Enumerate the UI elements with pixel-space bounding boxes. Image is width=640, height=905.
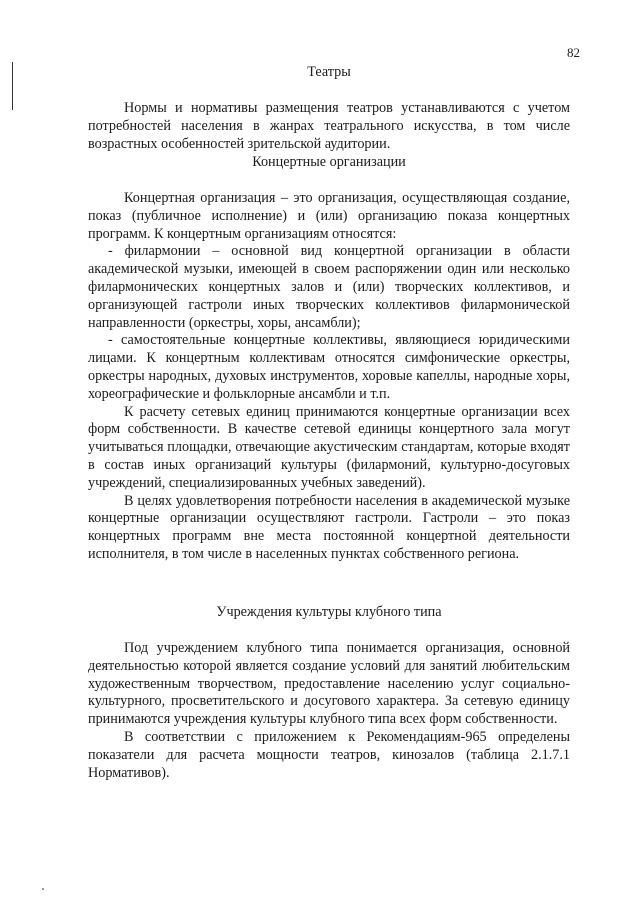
theatres-paragraph: Нормы и нормативы размещения театров устанавливаются с учетом потребностей населения в жанрах театрального искусства, в том числе возрастных особенностей зрительской аудитории. — [88, 100, 570, 152]
club-recommendations-paragraph: В соответствии с приложением к Рекомендациям-965 определены показатели для расчета мощности театров, кинозалов (таблица 2.1.7.1 Нормативов). — [88, 728, 570, 781]
scan-speck — [42, 888, 44, 890]
heading-concert-organizations: Концертные организации — [252, 154, 406, 170]
concert-list-item-philharmonic: - филармонии – основной вид концертной организации в области академической музыки, имеющей в своем распоряжении один или несколько филармонических концертных залов и (или) творческих коллективов, и организующей гастроли иных творческих коллективов филармонической направленности (оркестры, хоры, ансамбли); — [88, 243, 570, 331]
heading-club-institutions: Учреждения культуры клубного типа — [216, 604, 442, 620]
concert-network-units-paragraph: К расчету сетевых единиц принимаются концертные организации всех форм собственности. В качестве сетевой единицы концертного зала могут учитываться площадки, отвечающие акустическим стандартам, которые входят в состав иных организаций культуры (филармоний, культурно-досуговых учреждений, специализированных учебных заведений). — [88, 403, 570, 491]
concert-tours-paragraph: В целях удовлетворения потребности населения в академической музыке концертные организации осуществляют гастроли. Гастроли – это показ концертных программ вне места постоянной концертной деятельности исполнителя, в том числе в населенных пунктах собственного региона. — [88, 492, 570, 562]
margin-mark — [12, 62, 13, 110]
concert-list-item-collectives: - самостоятельные концертные коллективы, являющиеся юридическими лицами. К концертным коллективам относятся симфонические оркестры, оркестры народных, духовых инструментов, хоровые капеллы, народные хоры, хореографические и фольклорные ансамбли и т.п. — [88, 332, 570, 402]
club-definition-paragraph: Под учреждением клубного типа понимается организация, основной деятельностью которой является создание условий для занятий любительским художественным творчеством, предоставление населению услуг социально-культурного, просветительского и досугового характера. За сетевую единицу принимаются учреждения культуры клубного типа всех форм собственности. — [88, 640, 570, 728]
club-section — [88, 640, 570, 782]
heading-theatres: Театры — [307, 64, 351, 80]
theatres-section — [88, 100, 570, 153]
page-number: 82 — [567, 45, 580, 60]
concert-definition-paragraph: Концертная организация – это организация, осуществляющая создание, показ (публичное исполнение) и (или) организацию показа концертных программ. К концертным организациям относятся: — [88, 190, 570, 242]
concert-section — [88, 190, 570, 564]
